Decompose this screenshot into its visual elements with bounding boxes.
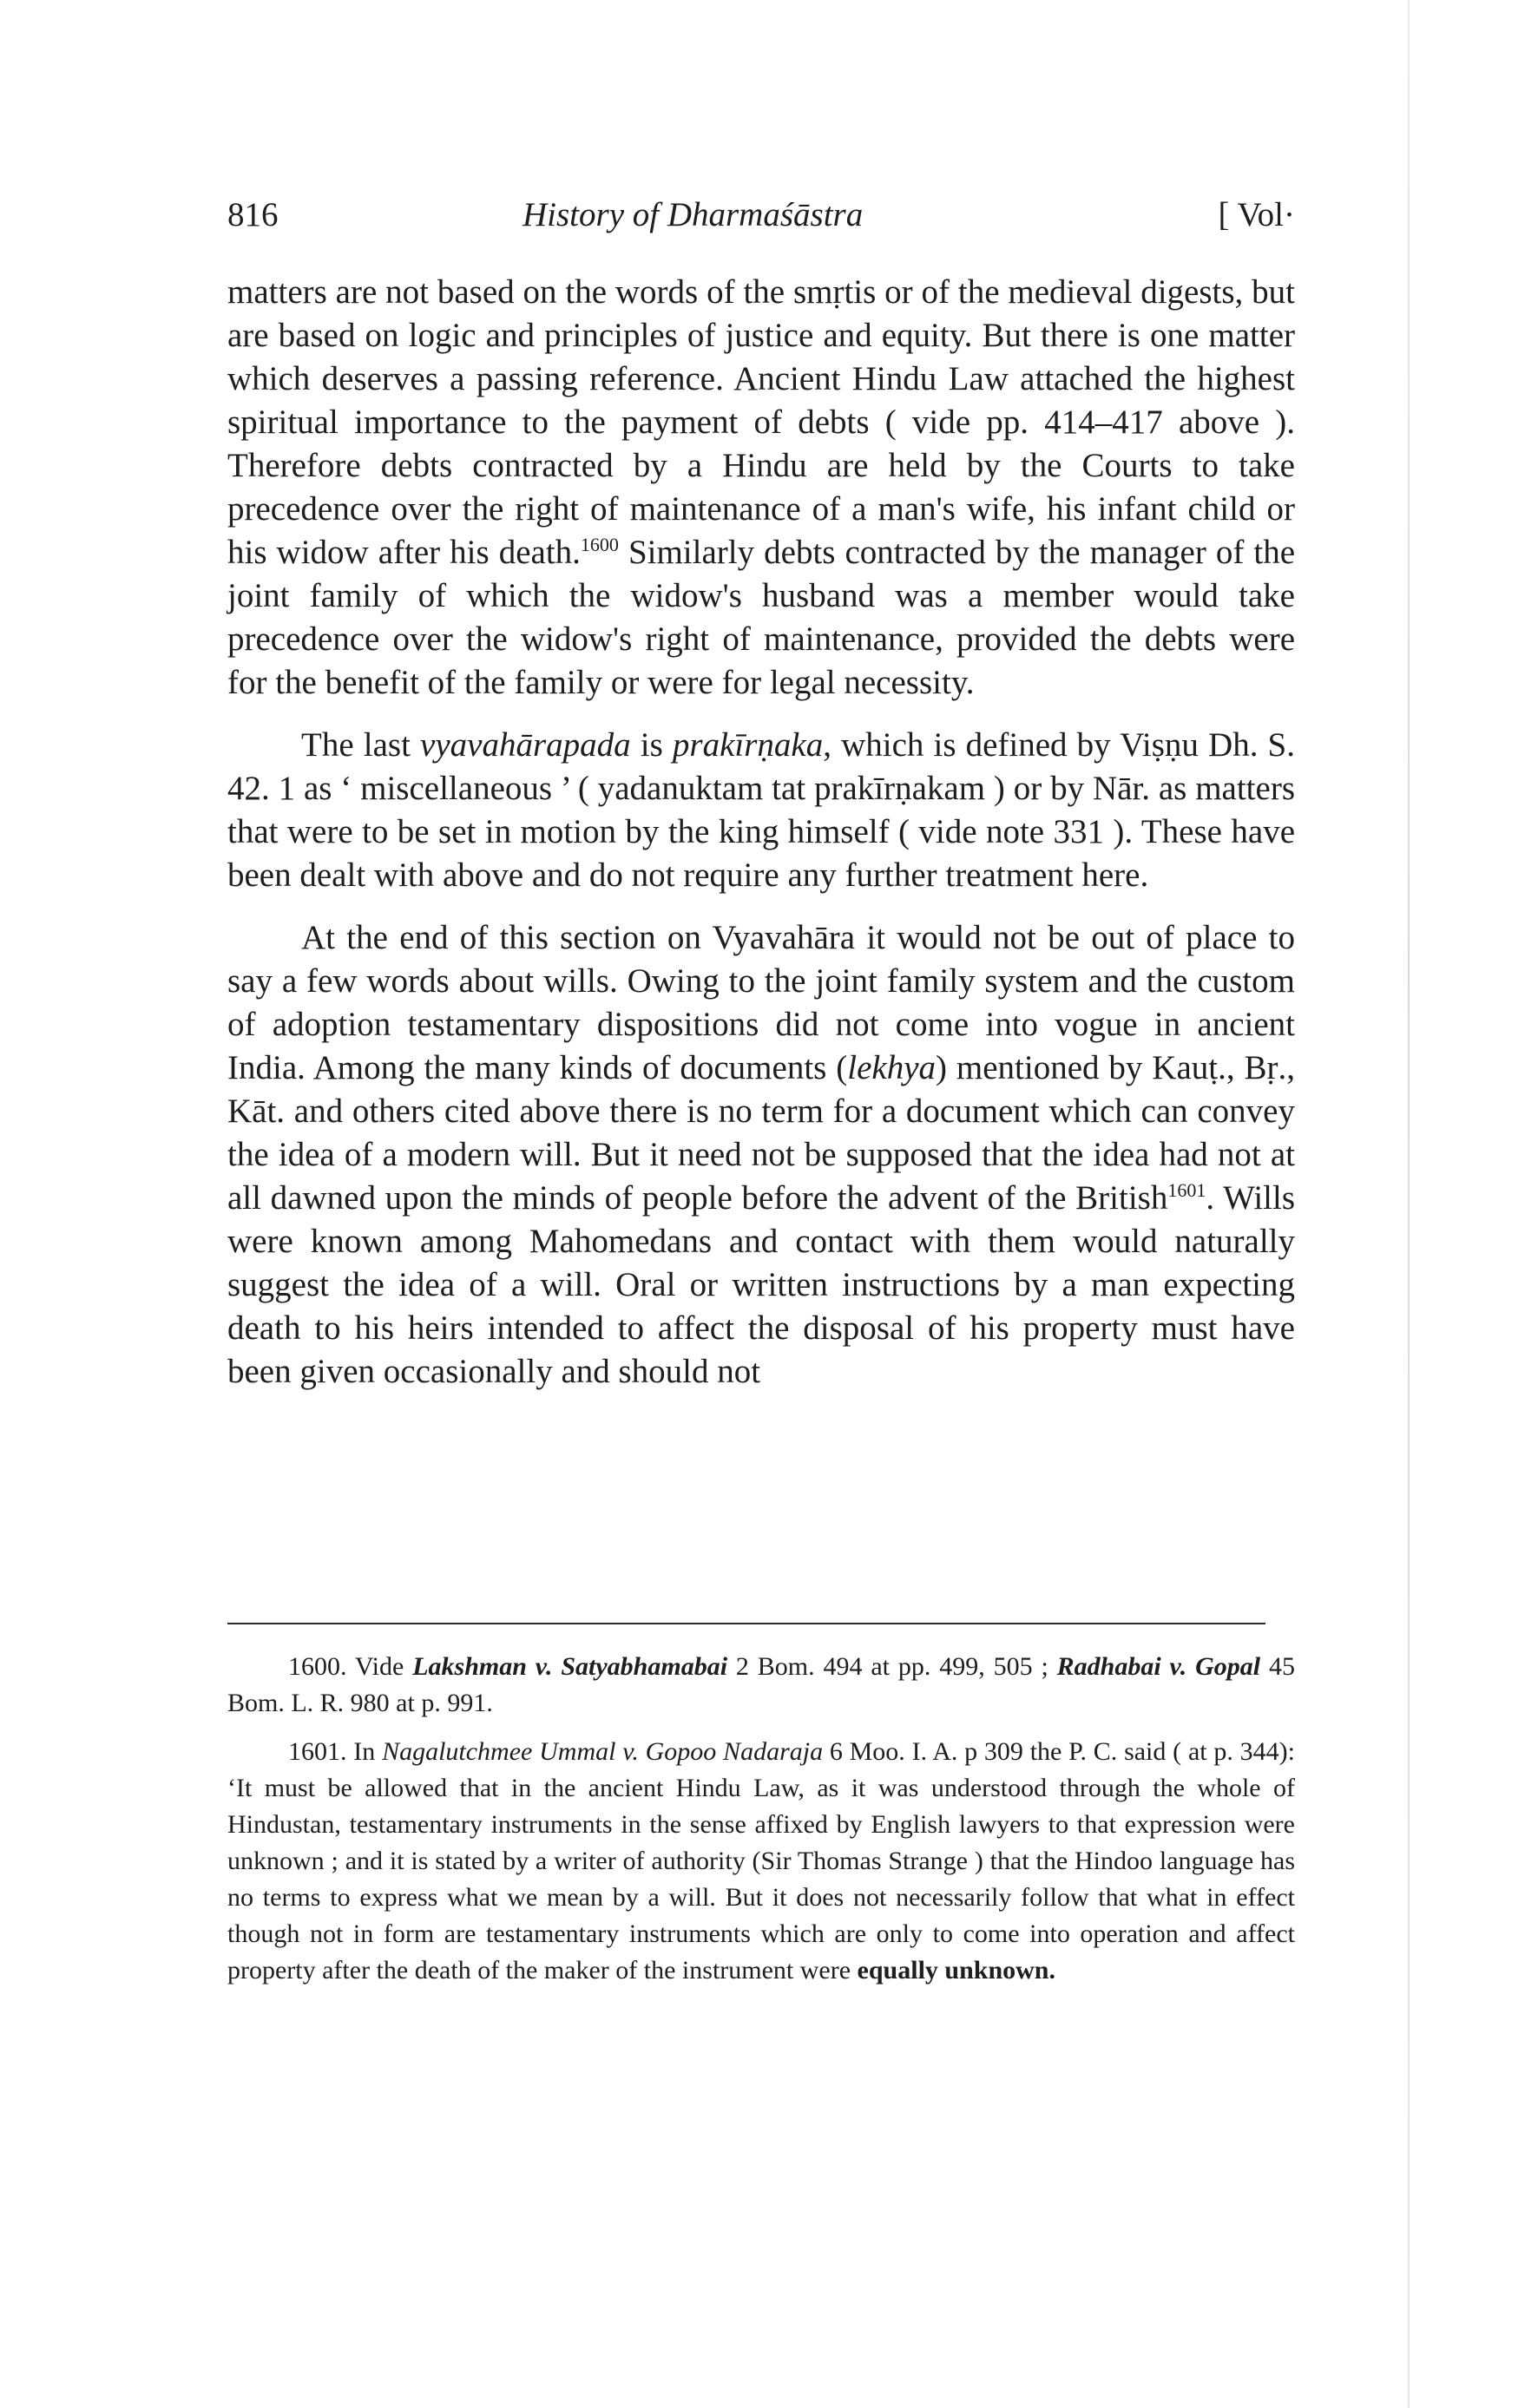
footnote-1601-last-line: equally unknown. [857, 1956, 1055, 1985]
paragraph-wills-tail: . Wills were known among Mahomedans and contact with them would naturally suggest the idea of a will. Oral or written instructions by a man expecting death to his heirs intended to affect the disposal of his property must have been given occasionally and should not [227, 1179, 1295, 1390]
footnote-1601-number: 1601. [288, 1737, 347, 1766]
main-text [227, 271, 1295, 1413]
footnote-divider [227, 1623, 1265, 1624]
footnotes [227, 1649, 1295, 2001]
footnote-ref-1600: 1600 [580, 534, 619, 555]
volume-label: [ Vol· [1218, 196, 1295, 233]
footnote-1601-body: 6 Moo. I. A. p 309 the P. C. said ( at p. 344): ‘It must be allowed that in the ancient Hindu Law, as it was understood through the whole of Hindustan, testamentary instruments in the sense affixed by English lawyers to that expression were unknown ; and it is stated by a writer of authority (Sir Thomas Strange ) that the Hindoo language has no terms to express what we mean by a will. But it does not necessarily follow that what in effect though not in form are testamentary instruments which are only to come into operation and affect property after the death of the maker of the instrument were [227, 1737, 1295, 1985]
case-name-nagalutchmee: Nagalutchmee Ummal v. Gopoo Nadaraja [382, 1737, 824, 1766]
footnote-1601-pre: In [346, 1737, 383, 1766]
paragraph-prakirnaka [227, 724, 1295, 897]
footnote-1600-end: 45 Bom. L. R. 980 at p. 991. [227, 1652, 1295, 1717]
term-prakirnaka: prakīrṇaka [672, 726, 824, 764]
footnote-1600 [227, 1649, 1295, 1722]
paragraph-prakirnaka-mid: is [630, 726, 673, 764]
footnote-1600-pre: Vide [346, 1652, 413, 1681]
paragraph-debts-text: matters are not based on the words of the smṛtis or of the medieval digests, but are based on logic and principles of justice and equity. But there is one matter which deserves a passing reference. Ancient Hindu Law attached the highest spiritual importance to the payment of debts ( vide pp. 414–417 above ). Therefore debts contracted by a Hindu are held by the Courts to take precedence over the right of maintenance of a man's wife, his infant child or his widow after his death. [227, 273, 1295, 571]
page-header [227, 195, 1295, 247]
term-vyavaharapada: vyavahārapada [420, 726, 631, 764]
paragraph-prakirnaka-start: The last [301, 726, 421, 764]
scan-edge-line [1408, 0, 1410, 2408]
footnote-1601 [227, 1734, 1295, 1989]
paragraph-wills [227, 916, 1295, 1394]
paragraph-debts [227, 271, 1295, 705]
term-lekhya: lekhya [847, 1049, 936, 1086]
footnote-1600-number: 1600. [288, 1652, 347, 1681]
footnote-1600-citation: 2 Bom. 494 at pp. 499, 505 ; [727, 1652, 1057, 1681]
footnote-ref-1601: 1601 [1167, 1179, 1206, 1201]
paragraph-wills-start: At the end of this section on Vyavahāra it would not be out of place to say a few words about wills. Owing to the joint family system and the custom of adoption testamentary dispositions did not come into vogue in ancient India. Among the many kinds of documents ( [227, 919, 1295, 1086]
paragraph-debts-tail: Similarly debts contracted by the manager of the joint family of which the widow's husband was a member would take precedence over the widow's right of maintenance, provided the debts were for the benefit of the family or were for legal necessity. [227, 534, 1296, 701]
paragraph-wills-mid: ) mentioned by Kauṭ., Bṛ., Kāt. and others cited above there is no term for a document which can convey the idea of a modern will. But it need not be supposed that the idea had not at all dawned upon the minds of people before the advent of the British [227, 1049, 1295, 1217]
case-name-radhabai: Radhabai v. Gopal [1056, 1652, 1261, 1681]
running-title: History of Dharmaśāstra [523, 196, 864, 233]
page-number: 816 [227, 196, 279, 233]
paragraph-prakirnaka-rest: , which is defined by Viṣṇu Dh. S. 42. 1 as ‘ miscellaneous ’ ( yadanuktam tat prakīrṇakam ) or by Nār. as matters that were to be set in motion by the king himself ( vide note 331 ). These have been dealt with above and do not require any further treatment here. [227, 726, 1295, 894]
case-name-lakshman: Lakshman v. Satyabhamabai [412, 1652, 728, 1681]
